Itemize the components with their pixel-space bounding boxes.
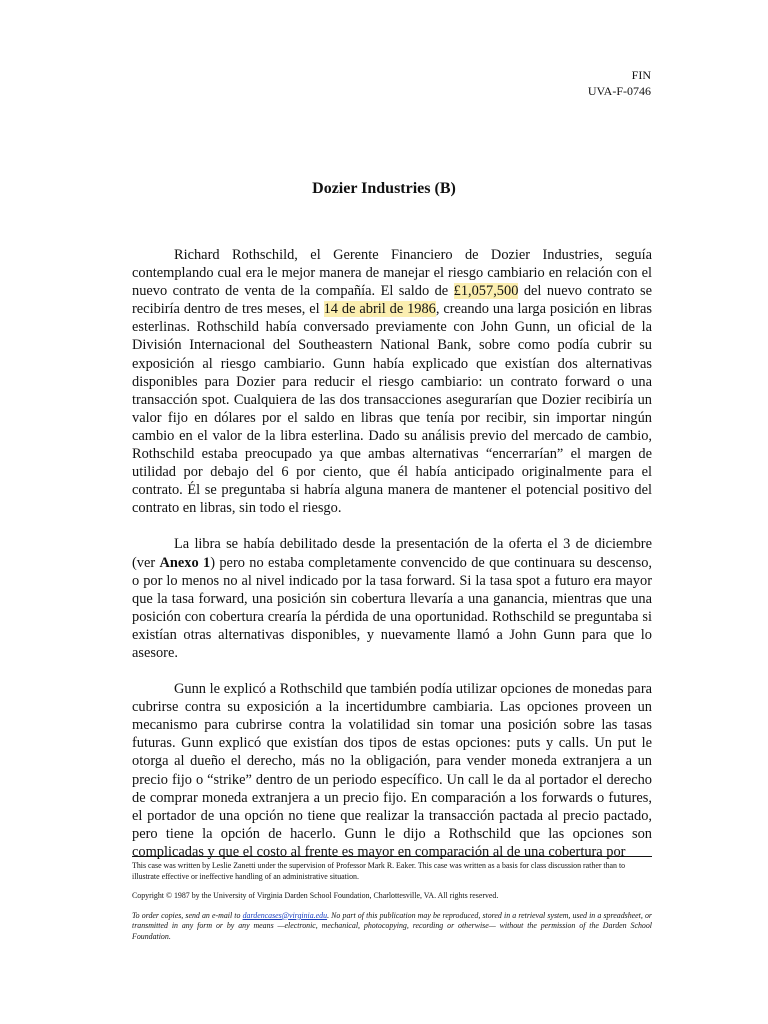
case-header bbox=[588, 67, 651, 99]
paragraph-1-text-c: , creando una larga posición en libras esterlinas. Rothschild había conversado previamente con John Gunn, un oficial de la División Internacional del Southeastern National Bank, sobre como podía cubrir su exposición al riesgo cambiario. Gunn había explicado que existían dos alternativas disponibles para Dozier para reducir el riesgo cambiario: un contrato forward o una transacción spot. Cualquiera de las dos transacciones asegurarían que Dozier recibiría un valor fijo en dólares por el saldo en libras que tenía por recibir, sin importar ningún cambio en el valor de la libra esterlina. Dado su análisis previo del mercado de cambio, Rothschild estaba preocupado ya que ambas alternativas “encerrarían” el margen de utilidad por debajo del 6 por ciento, que él había anticipado originalmente para el contrato. Él se preguntaba si habría alguna manera de mantener el potencial positivo del contrato en libras, sin todo el riesgo. bbox=[132, 301, 652, 517]
paragraph-3: Gunn le explicó a Rothschild que también podía utilizar opciones de monedas para cubrirse contra su exposición a la incertidumbre cambiaria. Las opciones proveen un mecanismo para cubrirse contra la volatilidad sin tomar una posición sobre las tasas futuras. Gunn explicó que existían dos tipos de estas opciones: puts y calls. Un put le otorga al dueño el derecho, más no la obligación, para vender moneda extranjera a un precio fijo o “strike” dentro de un periodo específico. Un call le da al portador el derecho de comprar moneda extranjera a un precio fijo. En comparación a los forwards o futures, el portador de una opción no tiene que realizar la transacción pactada al precio pactado, pero tiene la opción de hacerlo. Gunn le dijo a Rothschild que las opciones son complicadas y que el costo al frente es mayor en comparación al de una cobertura por bbox=[132, 681, 652, 860]
page-footer bbox=[132, 856, 652, 951]
paragraph-2-text-b: ) pero no estaba completamente convencido de que continuara su descenso, o por lo menos no al nivel indicado por la tasa forward. Si la tasa spot a futuro era mayor que la tasa forward, una posición sin cobertura llevaría a una ganancia, mientras que una posición con cobertura crearía la pérdida de una oportunidad. Rothschild se preguntaba si existían otras alternativas disponibles, y nuevamente llamó a John Gunn para que lo asesore. bbox=[132, 554, 653, 661]
footer-divider bbox=[132, 856, 652, 857]
paragraph-1 bbox=[132, 246, 652, 517]
paragraph-1-text-a: Richard Rothschild, el Gerente Financiero de Dozier Industries, seguía contemplando cual era le mejor manera de manejar el riesgo cambiario en relación con el nuevo contrato de venta de la compañía. El saldo de bbox=[132, 247, 652, 300]
ordering-text-a: To order copies, send an e-mail to bbox=[132, 910, 243, 920]
ordering-text-b: . No part of this publication may be reproduced, stored in a retrieval system, used in a spreadsheet, or transmitted in any form or by any means —electronic, mechanical, photocopying, recording or otherwise— without the permission of the Darden School Foundation. bbox=[132, 910, 652, 941]
exhibit-reference: Anexo 1 bbox=[159, 554, 211, 571]
copyright-note: Copyright © 1987 by the University of Virginia Darden School Foundation, Charlottesville, VA. All rights reserved. bbox=[132, 891, 499, 900]
paragraph-1-text-b: del nuevo contrato se recibiría dentro de tres meses, el bbox=[132, 283, 652, 318]
case-number: UVA-F-0746 bbox=[587, 84, 651, 98]
authorship-note: This case was written by Leslie Zanetti under the supervision of Professor Mark R. Eaker. This case was written as a basis for class discussion rather than to illustrate effective or ineffective handling of an administrative situation. bbox=[132, 861, 626, 881]
email-link[interactable]: dardencases@virginia.edu bbox=[242, 910, 328, 920]
document-title: Dozier Industries (B) bbox=[312, 180, 456, 197]
paragraph-2-text-a: La libra se había debilitado desde la presentación de la oferta el 3 de diciembre (ver bbox=[132, 536, 652, 571]
highlighted-date: 14 de abril de 1986 bbox=[323, 301, 436, 318]
case-body bbox=[132, 246, 652, 879]
case-discipline: FIN bbox=[631, 68, 651, 82]
highlighted-amount: £1,057,500 bbox=[453, 283, 519, 300]
ordering-note bbox=[132, 911, 652, 943]
paragraph-2 bbox=[132, 535, 652, 662]
